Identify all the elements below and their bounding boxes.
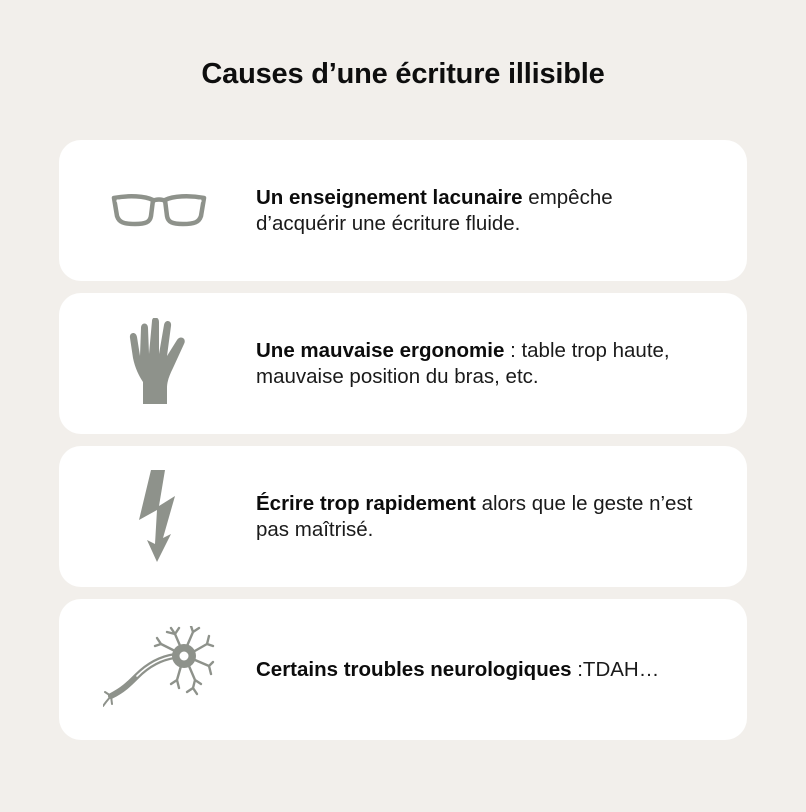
lightning-bolt-icon bbox=[99, 466, 219, 566]
cause-text bbox=[256, 185, 706, 237]
cause-rest: alors que le geste n’est pas maîtrisé. bbox=[256, 491, 693, 541]
cause-rest: empêche d’acquérir une écriture fluide. bbox=[256, 185, 613, 235]
cause-rest: :TDAH… bbox=[571, 657, 660, 681]
cause-text bbox=[256, 657, 706, 683]
page-title: Causes d’une écriture illisible bbox=[201, 58, 605, 90]
cause-card-teaching bbox=[59, 140, 747, 281]
hand-icon bbox=[99, 313, 219, 413]
cause-text bbox=[256, 491, 706, 543]
cause-bold: Écrire trop rapidement bbox=[256, 491, 476, 515]
cause-card-neurological bbox=[59, 599, 747, 740]
cause-card-speed bbox=[59, 446, 747, 587]
cause-rest: : table trop haute, mauvaise position du bras, etc. bbox=[256, 338, 670, 388]
cause-bold: Une mauvaise ergonomie bbox=[256, 338, 505, 362]
cause-text bbox=[256, 338, 706, 390]
glasses-icon bbox=[99, 160, 219, 260]
cause-bold: Un enseignement lacunaire bbox=[256, 185, 523, 209]
cause-card-ergonomics bbox=[59, 293, 747, 434]
neuron-icon bbox=[99, 619, 219, 719]
cause-bold: Certains troubles neurologiques bbox=[256, 657, 572, 681]
